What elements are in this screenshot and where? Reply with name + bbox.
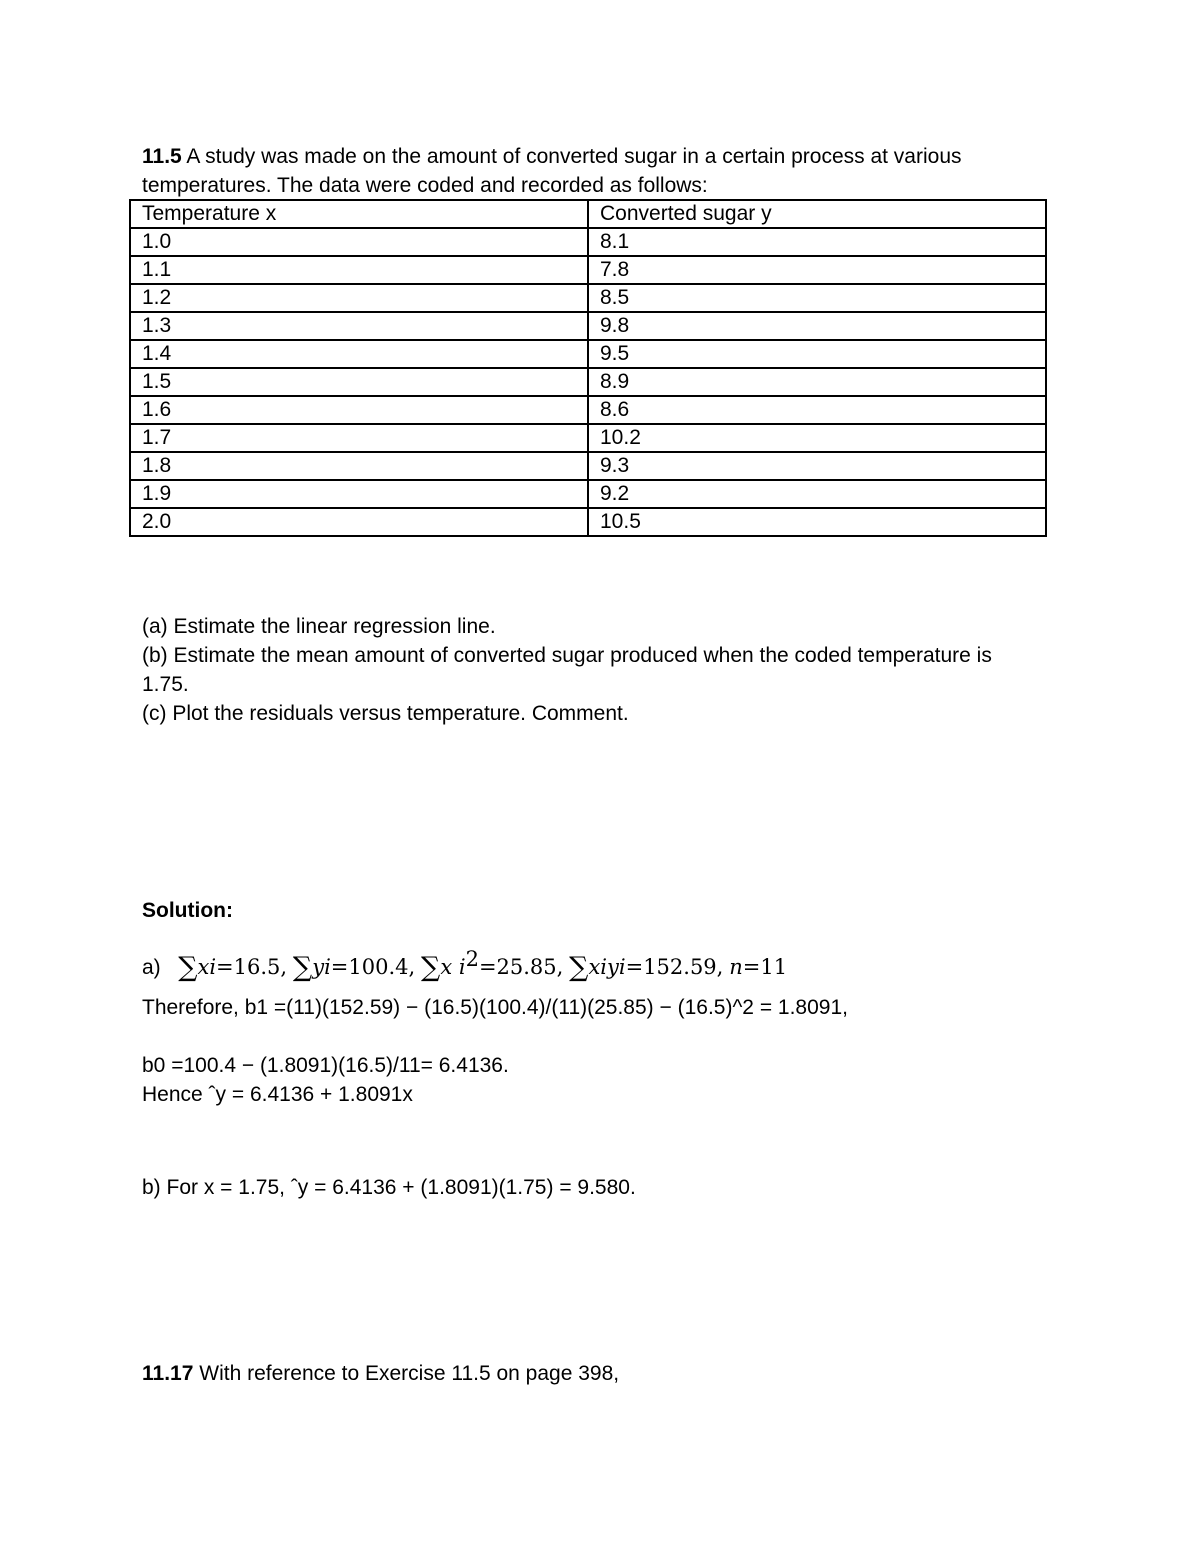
problem-statement-line1: [142, 144, 962, 170]
sum-symbol: ∑: [292, 952, 313, 983]
sum-symbol: ∑: [569, 952, 589, 983]
table-cell: 9.8: [588, 312, 1046, 340]
part-a-question: (a) Estimate the linear regression line.: [142, 615, 496, 638]
table-cell: 1.8: [130, 452, 588, 480]
table-row: [130, 396, 1046, 424]
part-a-label: a): [142, 956, 161, 979]
problem-number: 11.5: [142, 145, 182, 168]
table-row: [130, 368, 1046, 396]
table-row: [130, 284, 1046, 312]
table-header-cell: Temperature x: [130, 200, 588, 228]
table-row: [130, 480, 1046, 508]
sum-xy-var: xiyi: [588, 955, 626, 979]
table-cell: 1.5: [130, 368, 588, 396]
table-row: [130, 424, 1046, 452]
table-row: [130, 256, 1046, 284]
table-cell: 9.2: [588, 480, 1046, 508]
table-header-row: [130, 200, 1046, 228]
table-cell: 1.7: [130, 424, 588, 452]
table-cell: 1.1: [130, 256, 588, 284]
sum-x2-exponent: 2: [465, 947, 479, 971]
b0-computation: b0 =100.4 − (1.8091)(16.5)/11= 6.4136.: [142, 1054, 509, 1077]
table-cell: 8.1: [588, 228, 1046, 256]
sum-x2-value: =25.85,: [478, 955, 564, 979]
table-cell: 2.0: [130, 508, 588, 536]
problem-statement-line2: temperatures. The data were coded and recorded as follows:: [142, 174, 708, 197]
sum-xy-value: =152.59,: [625, 955, 724, 979]
table-cell: 1.9: [130, 480, 588, 508]
table-cell: 10.5: [588, 508, 1046, 536]
problem2-statement: [142, 1361, 619, 1387]
part-b-answer: b) For x = 1.75, ˆy = 6.4136 + (1.8091)(1.75) = 9.580.: [142, 1176, 636, 1199]
table-cell: 7.8: [588, 256, 1046, 284]
table-cell: 9.3: [588, 452, 1046, 480]
sum-symbol: ∑: [178, 952, 198, 983]
regression-equation: Hence ˆy = 6.4136 + 1.8091x: [142, 1083, 413, 1106]
part-b-question-line1: (b) Estimate the mean amount of converted sugar produced when the coded temperature is: [142, 644, 992, 667]
sum-x2-var: x i: [440, 955, 466, 979]
table-cell: 8.6: [588, 396, 1046, 424]
table-cell: 1.6: [130, 396, 588, 424]
sum-x-value: =16.5,: [216, 955, 288, 979]
table-cell: 10.2: [588, 424, 1046, 452]
b1-computation: Therefore, b1 =(11)(152.59) − (16.5)(100.4)/(11)(25.85) − (16.5)^2 = 1.8091,: [142, 996, 848, 1019]
problem-text-line1: A study was made on the amount of converted sugar in a certain process at various: [186, 145, 962, 168]
table-row: [130, 508, 1046, 536]
table-cell: 1.0: [130, 228, 588, 256]
table-cell: 8.5: [588, 284, 1046, 312]
table-cell: 9.5: [588, 340, 1046, 368]
problem2-text: With reference to Exercise 11.5 on page 398,: [199, 1362, 620, 1385]
table-cell: 1.4: [130, 340, 588, 368]
sum-x-var: xi: [197, 955, 217, 979]
table-cell: 1.2: [130, 284, 588, 312]
table-row: [130, 312, 1046, 340]
n-value: =11: [742, 955, 788, 979]
table-row: [130, 452, 1046, 480]
sum-y-var: yi: [312, 955, 331, 979]
sum-symbol: ∑: [421, 952, 441, 983]
part-c-question: (c) Plot the residuals versus temperature. Comment.: [142, 702, 629, 725]
problem2-number: 11.17: [142, 1362, 194, 1385]
table-header-cell: Converted sugar y: [588, 200, 1046, 228]
sum-y-value: =100.4,: [330, 955, 416, 979]
table-cell: 1.3: [130, 312, 588, 340]
table-cell: 8.9: [588, 368, 1046, 396]
n-var: n: [729, 955, 743, 979]
table-row: [130, 228, 1046, 256]
data-table: [129, 199, 1047, 537]
table-row: [130, 340, 1046, 368]
summation-formula: [142, 943, 787, 984]
part-b-question-line2: 1.75.: [142, 673, 189, 696]
solution-heading: Solution:: [142, 899, 233, 922]
